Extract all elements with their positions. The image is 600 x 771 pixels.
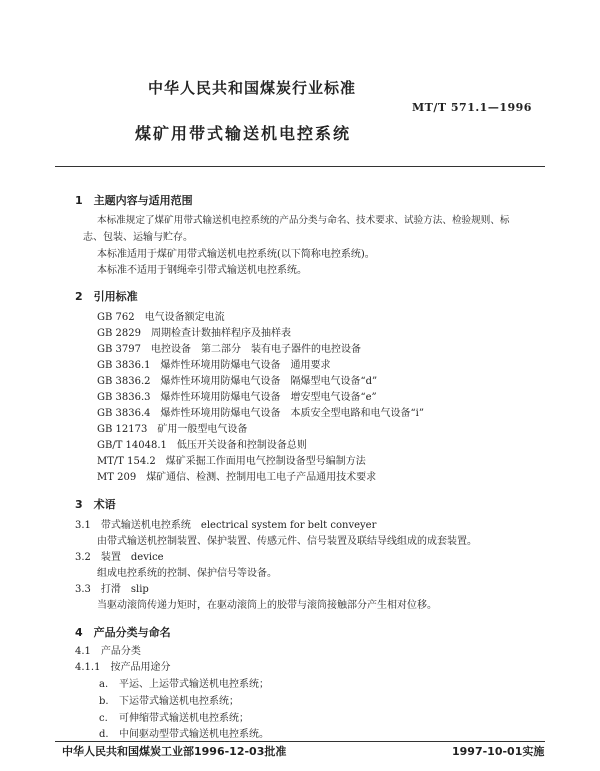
header-rule xyxy=(55,166,545,167)
section-1-para3: 本标准不适用于钢绳牵引带式输送机电控系统。 xyxy=(97,265,307,276)
reference-item xyxy=(97,358,331,373)
term-3-3-definition: 当驱动滚筒传递力矩时，在驱动滚筒上的胶带与滚筒接触部分产生相对位移。 xyxy=(97,600,437,611)
reference-title: 爆炸性环境用防爆电气设备 隔爆型电气设备“d” xyxy=(160,376,378,387)
list-label: c. xyxy=(99,713,108,724)
list-label: a. xyxy=(99,679,109,690)
approval-line: 中华人民共和国煤炭工业部1996-12-03批准 xyxy=(62,745,287,758)
section-1-heading: 1 主题内容与适用范围 xyxy=(75,194,193,207)
list-item xyxy=(99,677,269,692)
term-3-3 xyxy=(75,582,149,597)
reference-title: 爆炸性环境用防爆电气设备 增安型电气设备“e” xyxy=(160,392,377,403)
reference-title: 周期检查计数抽样程序及抽样表 xyxy=(150,328,291,339)
subsection-4-1-1: 4.1.1 按产品用途分 xyxy=(75,662,171,673)
term-3-2 xyxy=(75,550,164,565)
reference-item xyxy=(97,470,376,485)
reference-title: 煤矿通信、检测、控制用电工电子产品通用技术要求 xyxy=(146,472,377,483)
reference-title: 矿用一般型电气设备 xyxy=(157,424,248,435)
reference-title: 煤矿采掘工作面用电气控制设备型号编制方法 xyxy=(165,456,366,467)
reference-code: GB 3797 xyxy=(97,344,141,355)
reference-item xyxy=(97,406,424,421)
issuing-agency: 中华人民共和国煤炭行业标准 xyxy=(148,79,357,97)
term-3-2-definition: 组成电控系统的控制、保护信号等设备。 xyxy=(97,568,277,579)
reference-code: GB/T 14048.1 xyxy=(97,440,167,451)
term-number: 3.1 xyxy=(75,520,91,531)
reference-item xyxy=(97,438,307,453)
term-number: 3.2 xyxy=(75,552,91,563)
section-1-para2: 本标准适用于煤矿用带式输送机电控系统(以下简称电控系统)。 xyxy=(97,249,375,260)
reference-code: MT 209 xyxy=(97,472,137,483)
footer-rule xyxy=(55,741,545,742)
section-1-para1-line1: 本标准规定了煤矿用带式输送机电控系统的产品分类与命名、技术要求、试验方法、检验规则、标 xyxy=(97,215,510,226)
list-label: b. xyxy=(99,696,109,707)
reference-title: 电气设备额定电流 xyxy=(144,312,225,323)
reference-title: 爆炸性环境用防爆电气设备 本质安全型电路和电气设备“i” xyxy=(160,408,424,419)
list-text: 中间驱动型带式输送机电控系统。 xyxy=(119,729,269,740)
reference-code: GB 12173 xyxy=(97,424,148,435)
reference-code: GB 3836.4 xyxy=(97,408,151,419)
reference-code: GB 762 xyxy=(97,312,135,323)
term-3-1-definition: 由带式输送机控制装置、保护装置、传感元件、信号装置及联结导线组成的成套装置。 xyxy=(97,536,477,547)
list-label: d. xyxy=(99,729,109,740)
section-2-heading: 2 引用标准 xyxy=(75,290,138,303)
term-name: 打滑 slip xyxy=(100,584,149,595)
list-item xyxy=(99,727,269,742)
reference-code: MT/T 154.2 xyxy=(97,456,156,467)
term-number: 3.3 xyxy=(75,584,91,595)
reference-item xyxy=(97,454,366,469)
subsection-4-1: 4.1 产品分类 xyxy=(75,646,141,657)
reference-title: 爆炸性环境用防爆电气设备 通用要求 xyxy=(160,360,331,371)
list-item xyxy=(99,711,249,726)
reference-item xyxy=(97,422,247,437)
reference-code: GB 3836.2 xyxy=(97,376,151,387)
section-3-heading: 3 术语 xyxy=(75,498,116,511)
reference-item xyxy=(97,342,361,357)
list-text: 下运带式输送机电控系统； xyxy=(119,696,239,707)
reference-item xyxy=(97,390,377,405)
reference-code: GB 2829 xyxy=(97,328,141,339)
standard-code: MT/T 571.1—1996 xyxy=(412,101,532,114)
reference-title: 电控设备 第二部分 装有电子器件的电控设备 xyxy=(150,344,361,355)
term-name: 带式输送机电控系统 electrical system for belt conveyer xyxy=(100,520,377,531)
reference-title: 低压开关设备和控制设备总则 xyxy=(176,440,307,451)
reference-item xyxy=(97,310,225,325)
list-item xyxy=(99,694,239,709)
document-title: 煤矿用带式输送机电控系统 xyxy=(135,124,352,143)
reference-code: GB 3836.3 xyxy=(97,392,151,403)
list-text: 可伸缩带式输送机电控系统； xyxy=(119,713,249,724)
reference-code: GB 3836.1 xyxy=(97,360,151,371)
term-3-1 xyxy=(75,518,376,533)
section-1-para1-line2: 志、包装、运输与贮存。 xyxy=(83,232,193,243)
reference-item xyxy=(97,326,291,341)
term-name: 装置 device xyxy=(100,552,164,563)
implementation-date: 1997-10-01实施 xyxy=(452,745,545,758)
section-4-heading: 4 产品分类与命名 xyxy=(75,626,171,639)
list-text: 平运、上运带式输送机电控系统； xyxy=(119,679,269,690)
reference-item xyxy=(97,374,377,389)
